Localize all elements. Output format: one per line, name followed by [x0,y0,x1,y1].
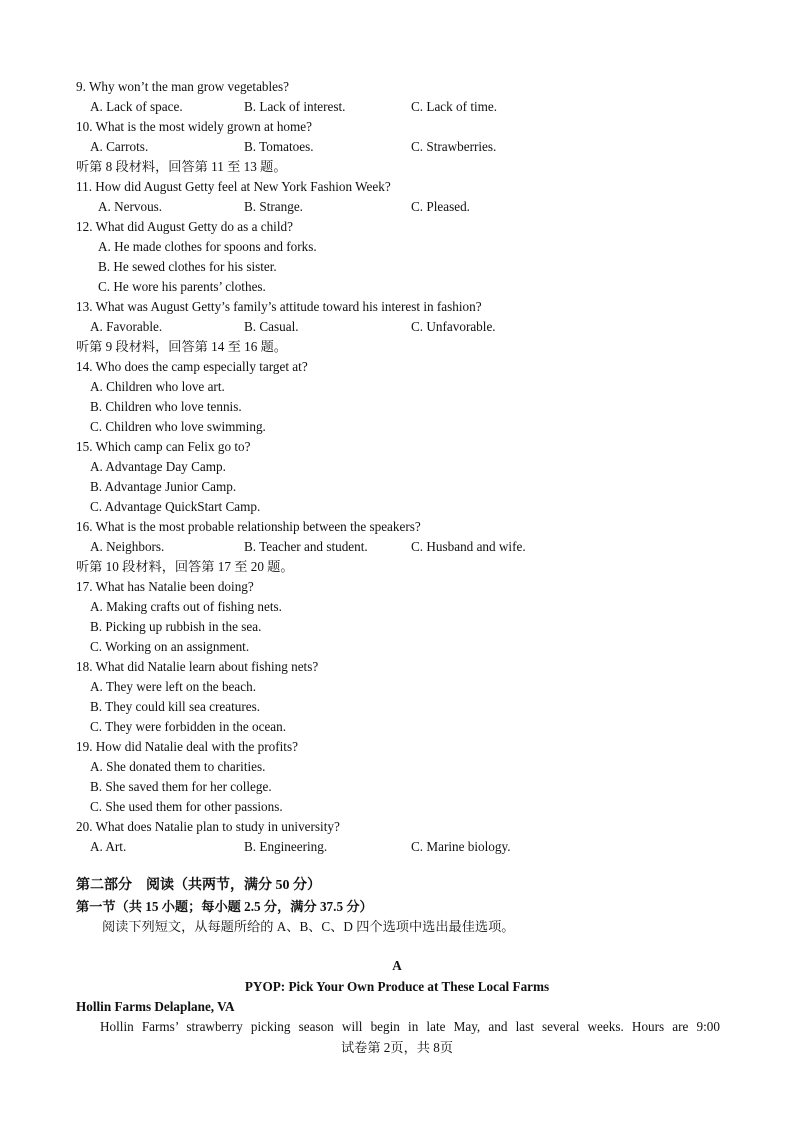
question-19-option-b: B. She saved them for her college. [90,779,272,794]
question-13-option-b: B. Casual. [244,319,299,334]
question-13-option-c: C. Unfavorable. [411,319,496,334]
question-14-option-b: B. Children who love tennis. [90,399,242,414]
question-17-stem: 17. What has Natalie been doing? [76,579,254,594]
question-19-stem: 19. How did Natalie deal with the profits? [76,739,298,754]
question-11-option-a: A. Nervous. [98,199,163,214]
question-17-option-b: B. Picking up rubbish in the sea. [90,619,262,634]
question-14-option-c: C. Children who love swimming. [90,419,266,434]
question-18-stem: 18. What did Natalie learn about fishing nets? [76,659,319,674]
question-20-option-b: B. Engineering. [244,839,328,854]
question-9-option-a: A. Lack of space. [90,99,183,114]
question-16-option-a: A. Neighbors. [90,539,165,554]
question-16-option-c: C. Husband and wife. [411,539,526,554]
question-12-option-c: C. He wore his parents’ clothes. [98,279,266,294]
question-20-stem: 20. What does Natalie plan to study in university? [76,819,340,834]
question-14-stem: 14. Who does the camp especially target at? [76,359,308,374]
question-9-option-c: C. Lack of time. [411,99,498,114]
question-15-option-b: B. Advantage Junior Camp. [90,479,237,494]
question-19-option-a: A. She donated them to charities. [90,759,266,774]
passage-title: PYOP: Pick Your Own Produce at These Local Farms [244,979,550,994]
question-14-option-a: A. Children who love art. [90,379,225,394]
question-16-stem: 16. What is the most probable relationship between the speakers? [76,519,421,534]
question-16-option-b: B. Teacher and student. [244,539,368,554]
question-18-option-c: C. They were forbidden in the ocean. [90,719,287,734]
question-13-option-a: A. Favorable. [90,319,163,334]
question-19-option-c: C. She used them for other passions. [90,799,283,814]
instruction-passage-8: 听第 8 段材料，回答第 11 至 13 题。 [76,159,287,174]
question-11-stem: 11. How did August Getty feel at New York Fashion Week? [76,179,391,194]
instruction-passage-10: 听第 10 段材料，回答第 17 至 20 题。 [76,559,294,574]
question-12-stem: 12. What did August Getty do as a child? [76,219,293,234]
page-footer: 试卷第 2页，共 8页 [340,1040,454,1055]
question-11-option-b: B. Strange. [244,199,303,214]
question-15-option-a: A. Advantage Day Camp. [90,459,226,474]
reading-instruction: 阅读下列短文，从每题所给的 A、B、C、D 四个选项中选出最佳选项。 [102,919,515,934]
passage-subhead: Hollin Farms Delaplane, VA [76,999,235,1014]
question-11-option-c: C. Pleased. [411,199,470,214]
section-1-heading: 第一节（共 15 小题；每小题 2.5 分，满分 37.5 分） [76,899,373,914]
question-13-stem: 13. What was August Getty’s family’s attitude toward his interest in fashion? [76,299,482,314]
question-10-option-b: B. Tomatoes. [244,139,314,154]
question-10-option-a: A. Carrots. [90,139,149,154]
question-17-option-a: A. Making crafts out of fishing nets. [90,599,282,614]
question-15-stem: 15. Which camp can Felix go to? [76,439,251,454]
passage-letter: A [392,958,402,973]
question-18-option-b: B. They could kill sea creatures. [90,699,261,714]
question-10-option-c: C. Strawberries. [411,139,497,154]
question-17-option-c: C. Working on an assignment. [90,639,250,654]
part-2-heading: 第二部分 阅读（共两节，满分 50 分） [76,878,321,893]
question-10-stem: 10. What is the most widely grown at home? [76,119,312,134]
passage-paragraph: Hollin Farms’ strawberry picking season will begin in late May, and last several weeks. Hours are 9:00 [100,1019,720,1034]
question-12-option-b: B. He sewed clothes for his sister. [98,259,277,274]
question-20-option-c: C. Marine biology. [411,839,511,854]
question-9-option-b: B. Lack of interest. [244,99,346,114]
question-9-stem: 9. Why won’t the man grow vegetables? [76,79,290,94]
instruction-passage-9: 听第 9 段材料，回答第 14 至 16 题。 [76,339,287,354]
question-15-option-c: C. Advantage QuickStart Camp. [90,499,261,514]
question-20-option-a: A. Art. [90,839,127,854]
question-12-option-a: A. He made clothes for spoons and forks. [98,239,317,254]
question-18-option-a: A. They were left on the beach. [90,679,256,694]
